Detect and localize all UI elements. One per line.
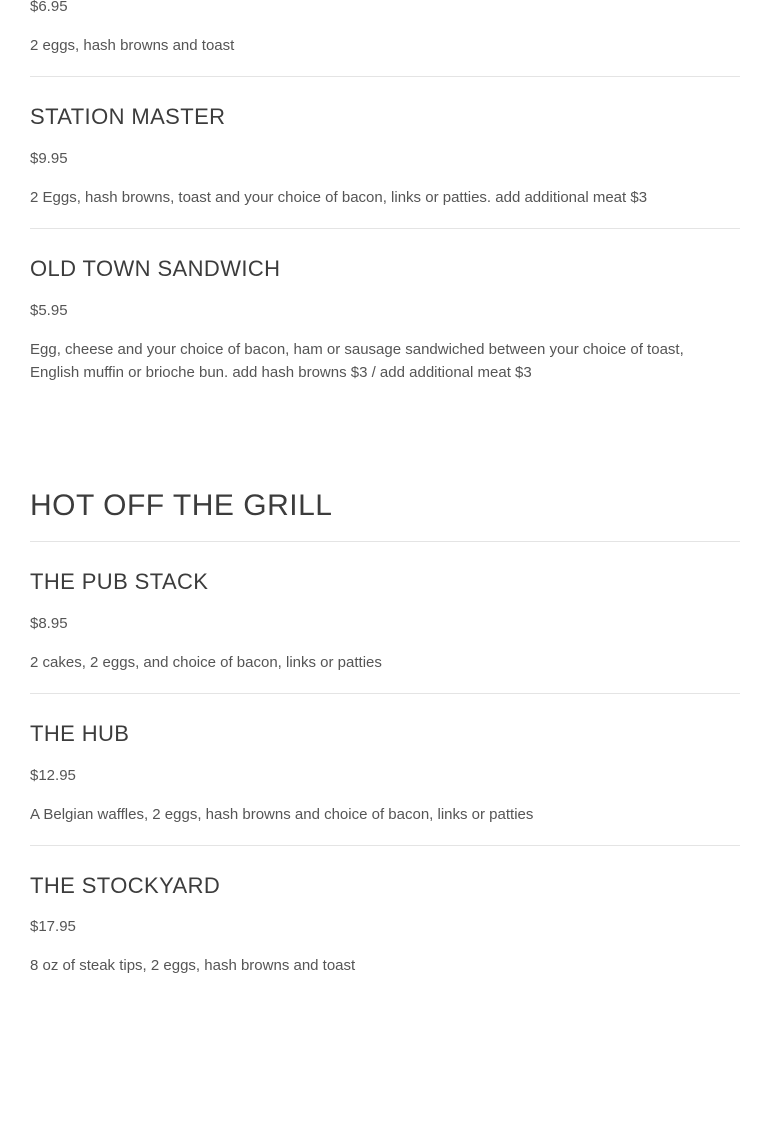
menu-item-name: THE HUB <box>30 721 130 747</box>
menu-item-price: $8.95 <box>30 614 68 632</box>
menu-item-price: $5.95 <box>30 301 68 319</box>
menu-item <box>30 846 740 997</box>
menu-item-name: OLD TOWN SANDWICH <box>30 256 281 282</box>
section-spacer <box>30 403 740 489</box>
menu-item-description: 8 oz of steak tips, 2 eggs, hash browns and toast <box>30 957 356 975</box>
menu-item-name: THE PUB STACK <box>30 569 209 595</box>
menu-item-price: $17.95 <box>30 918 76 936</box>
menu-item-description: Egg, cheese and your choice of bacon, ham or sausage sandwiched between your choice of toast, English muffin or brioche bun. add hash browns $3 / add additional meat $3 <box>30 340 684 381</box>
menu-item-name: THE STOCKYARD <box>30 872 221 898</box>
menu-section-breakfast <box>30 0 740 403</box>
menu-item-description: 2 cakes, 2 eggs, and choice of bacon, links or patties <box>30 653 382 671</box>
menu-item-price: $9.95 <box>30 149 68 167</box>
menu-item-description: 2 Eggs, hash browns, toast and your choice of bacon, links or patties. add additional meat $3 <box>30 188 648 206</box>
menu-item <box>30 542 740 694</box>
section-heading <box>30 489 740 541</box>
menu-item <box>30 229 740 403</box>
menu-item-name: STATION MASTER <box>30 104 226 130</box>
menu-item-price: $6.95 <box>30 0 68 15</box>
menu-item-price: $12.95 <box>30 766 76 784</box>
menu-item-description: A Belgian waffles, 2 eggs, hash browns and choice of bacon, links or patties <box>30 805 534 823</box>
menu-item <box>30 0 740 77</box>
menu-section-hot-off-the-grill <box>30 489 740 997</box>
menu-item <box>30 694 740 846</box>
menu-item-description: 2 eggs, hash browns and toast <box>30 37 235 54</box>
section-title: HOT OFF THE GRILL <box>30 489 333 523</box>
menu-item <box>30 77 740 229</box>
